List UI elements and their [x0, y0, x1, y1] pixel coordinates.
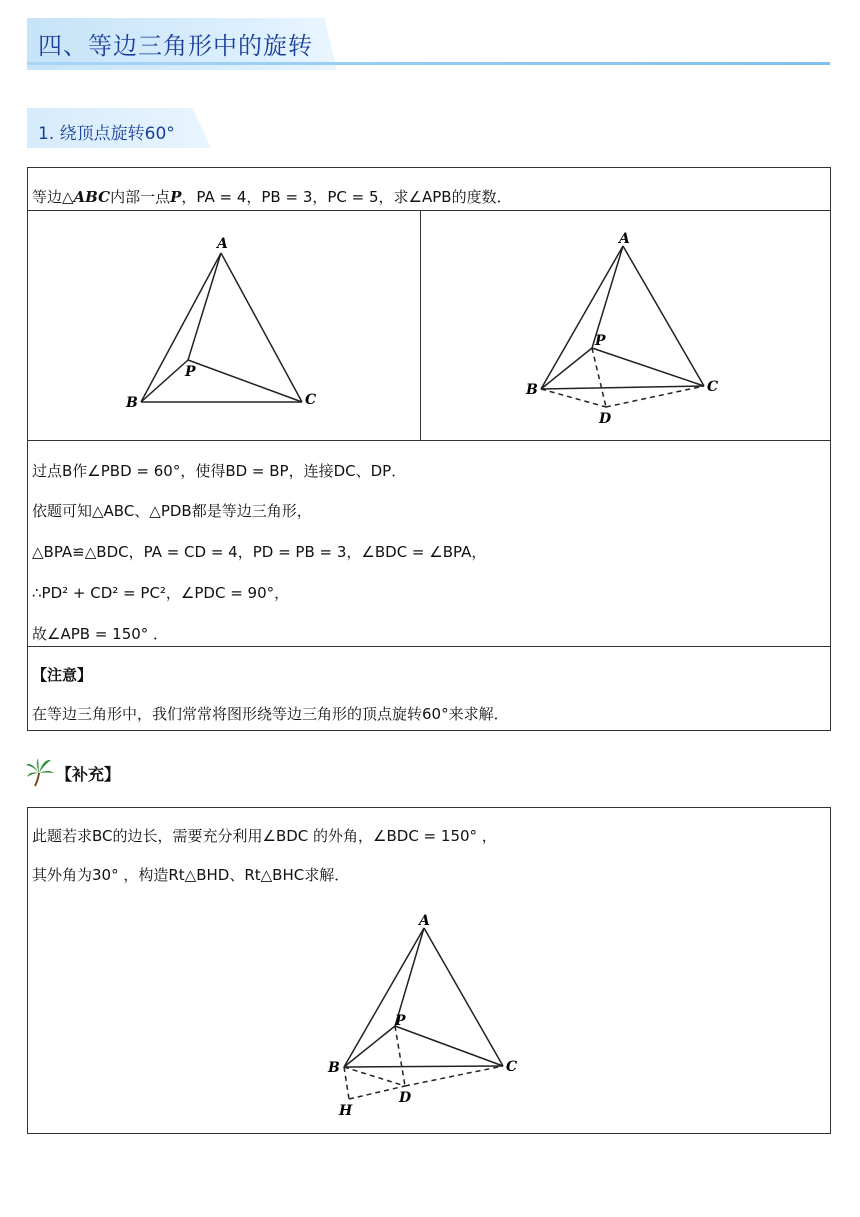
problem-box	[27, 167, 831, 731]
supplement-title: 【补充】	[56, 765, 121, 784]
solution-line-3: △BPA≌△BDC，PA = CD = 4，PD = PB = 3，∠BDC = ∠BPA，	[32, 543, 487, 561]
label-a: A	[217, 236, 228, 252]
segment-bc	[541, 386, 704, 389]
segment-bd-dashed	[344, 1067, 405, 1086]
segment-ac	[221, 253, 302, 402]
supplement-line-1: 此题若求BC的边长，需要充分利用∠BDC 的外角，∠BDC = 150° ，	[32, 827, 497, 845]
segment-pb	[141, 360, 188, 402]
label-p: P	[185, 364, 196, 380]
palm-leaf-icon	[25, 757, 55, 787]
segment-pd-dashed	[592, 348, 606, 407]
segment-pd-dashed	[395, 1026, 405, 1086]
divider	[28, 440, 830, 441]
segment-bd-dashed	[541, 389, 606, 407]
segment-pb	[344, 1026, 395, 1067]
label-d: D	[399, 1090, 412, 1106]
segment-pb	[541, 348, 592, 389]
supplement-line-2: 其外角为30° ，构造Rt△BHD、Rt△BHC求解．	[32, 866, 350, 884]
segment-bc	[344, 1066, 503, 1067]
label-b: B	[126, 395, 138, 411]
section-underline	[27, 62, 830, 65]
segment-bh-dashed	[344, 1067, 349, 1099]
figure-triangle-abc-with-p	[28, 211, 420, 440]
section-title: 四、等边三角形中的旋转	[38, 32, 313, 60]
segment-pc	[188, 360, 302, 402]
solution-line-5: 故∠APB = 150° ．	[32, 625, 169, 643]
segment-ac	[623, 246, 704, 386]
solution-line-1: 过点B作∠PBD = 60°，使得BD = BP，连接DC、DP．	[32, 462, 407, 480]
segment-pc	[395, 1026, 503, 1066]
solution-line-2: 依题可知△ABC、△PDB都是等边三角形，	[32, 502, 312, 520]
segment-ab	[141, 253, 221, 402]
label-a: A	[619, 231, 630, 247]
label-b: B	[328, 1060, 340, 1076]
segment-pc	[592, 348, 704, 386]
label-c: C	[707, 379, 719, 395]
segment-hd-dashed	[349, 1086, 405, 1099]
segment-ac	[424, 928, 503, 1066]
figure-supplement-construction	[318, 908, 558, 1128]
segment-dc-dashed	[405, 1066, 503, 1086]
label-p: P	[395, 1013, 406, 1029]
label-a: A	[419, 913, 430, 929]
segment-ab	[344, 928, 424, 1067]
supplement-box	[27, 807, 831, 1134]
divider	[28, 646, 830, 647]
segment-ab	[541, 246, 623, 389]
note-text: 在等边三角形中，我们常常将图形绕等边三角形的顶点旋转60°来求解．	[32, 705, 509, 723]
solution-line-4: ∴PD² + CD² = PC²，∠PDC = 90°，	[32, 584, 290, 602]
subsection-title: 1. 绕顶点旋转60°	[38, 124, 175, 144]
label-h: H	[339, 1103, 353, 1119]
figure-rotation-construction	[421, 211, 829, 440]
label-c: C	[305, 392, 317, 408]
label-d: D	[599, 411, 612, 427]
label-b: B	[526, 382, 538, 398]
segment-pa	[395, 928, 424, 1026]
label-c: C	[506, 1059, 518, 1075]
note-title: 【注意】	[32, 666, 93, 684]
label-p: P	[595, 333, 606, 349]
segment-dc-dashed	[606, 386, 704, 407]
problem-statement: 等边△ABC内部一点P，PA = 4，PB = 3，PC = 5，求∠APB的度数．	[32, 188, 512, 206]
